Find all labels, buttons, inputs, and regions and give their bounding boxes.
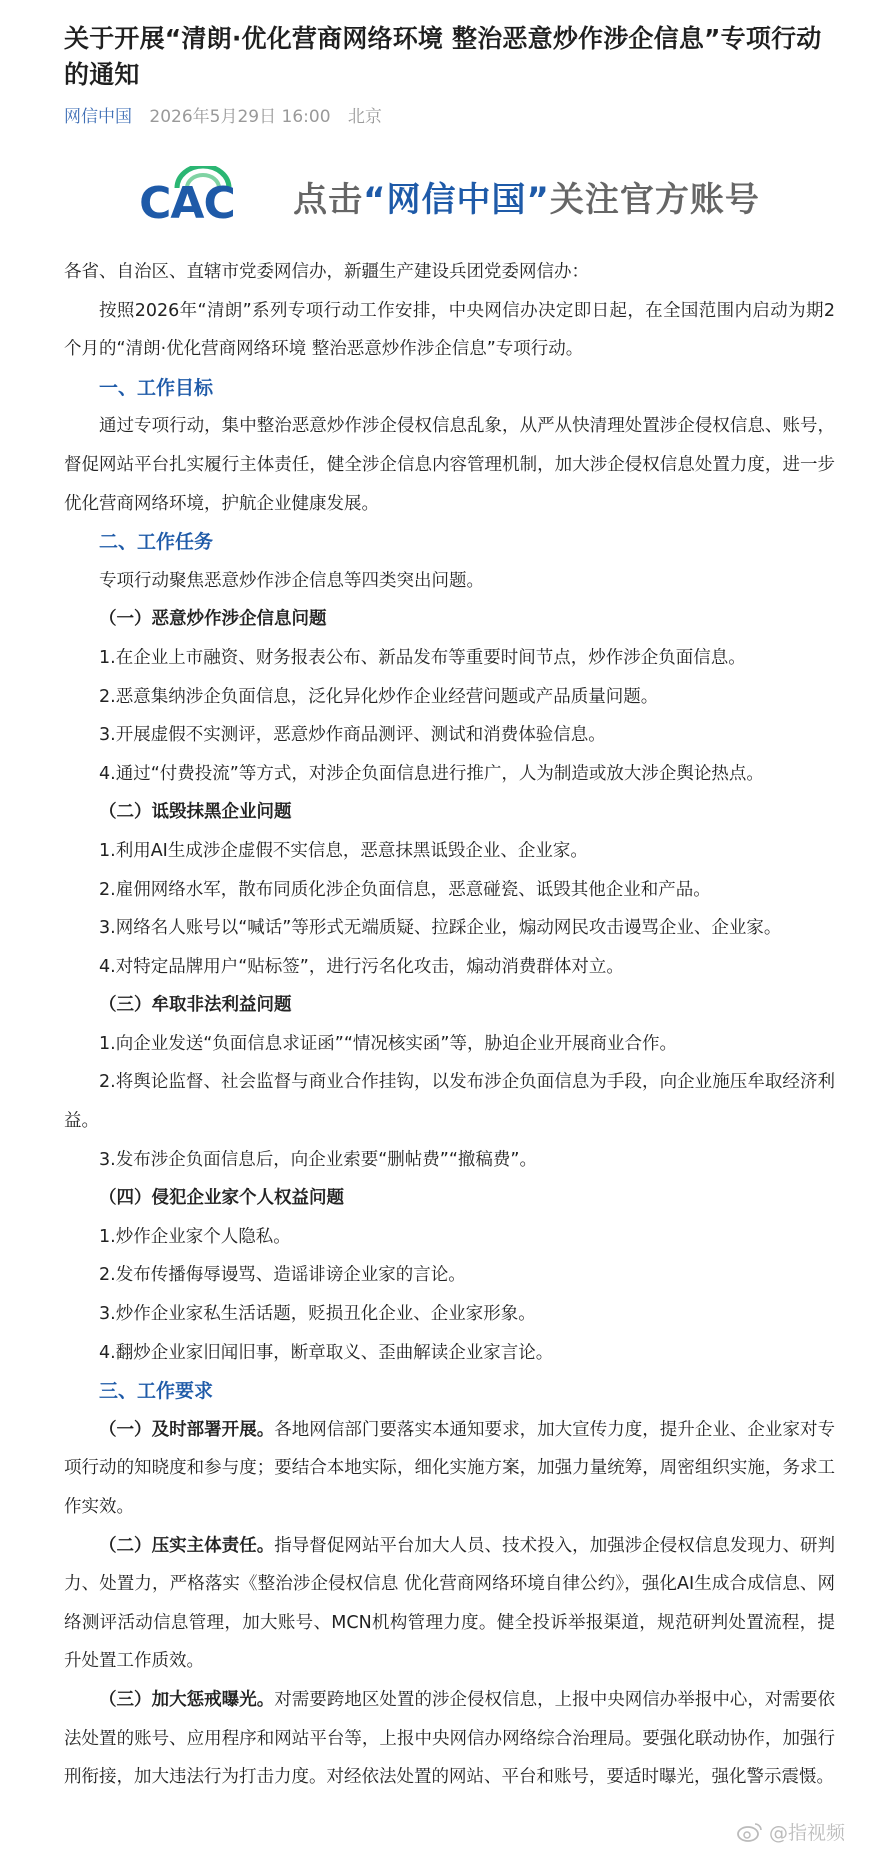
article-source-link[interactable]: 网信中国 — [64, 107, 132, 127]
list-item: 4.对特定品牌用户“贴标签”，进行污名化攻击，煽动消费群体对立。 — [99, 956, 624, 977]
weibo-icon — [737, 1822, 763, 1842]
list-item: 1.向企业发送“负面信息求证函”“情况核实函”等，胁迫企业开展商业合作。 — [99, 1033, 677, 1054]
article-meta — [64, 105, 835, 129]
list-item: 3.炒作企业家私生活话题，贬损丑化企业、企业家形象。 — [99, 1304, 536, 1325]
list-item: 1.利用AI生成涉企虚假不实信息，恶意抹黑诋毁企业、企业家。 — [99, 840, 588, 861]
article-body — [64, 253, 835, 1797]
banner-text-suffix: 关注官方账号 — [549, 179, 760, 220]
article-location: 北京 — [347, 107, 382, 127]
paragraph: 通过专项行动，集中整治恶意炒作涉企侵权信息乱象，从严从快清理处置涉企侵权信息、账号，督促网站平台扎实履行主体责任，健全涉企信息内容管理机制，加大涉企侵权信息处置力度，进一步优化营商网络环境，护航企业健康发展。 — [64, 416, 835, 514]
requirement-lead: （二）压实主体责任。 — [99, 1535, 275, 1556]
list-item: 2.雇佣网络水军，散布同质化涉企负面信息，恶意碰瓷、诋毁其他企业和产品。 — [99, 879, 711, 900]
cac-logo — [139, 166, 269, 229]
subsection-heading: （三）牟取非法利益问题 — [99, 995, 292, 1016]
article-title: 关于开展“清朗·优化营商网络环境 整治恶意炒作涉企信息”专项行动的通知 — [64, 24, 822, 89]
section-heading: 三、工作要求 — [99, 1380, 214, 1403]
list-item: 3.网络名人账号以“喊话”等形式无端质疑、拉踩企业，煽动网民攻击谩骂企业、企业家。 — [99, 918, 782, 939]
requirement-paragraph — [64, 1681, 835, 1797]
requirement-paragraph — [64, 1527, 835, 1681]
cac-logo-text: CAC — [139, 178, 235, 229]
list-item: 4.翻炒企业家旧闻旧事，断章取义、歪曲解读企业家言论。 — [99, 1342, 554, 1363]
banner-text — [293, 172, 760, 221]
section-heading: 二、工作任务 — [99, 531, 214, 554]
list-item: 1.在企业上市融资、财务报表公布、新品发布等重要时间节点，炒作涉企负面信息。 — [99, 647, 746, 668]
list-item: 3.发布涉企负面信息后，向企业索要“删帖费”“撤稿费”。 — [99, 1149, 537, 1170]
list-item: 2.将舆论监督、社会监督与商业合作挂钩，以发布涉企负面信息为手段，向企业施压牟取经济利益。 — [64, 1072, 835, 1132]
list-item: 2.发布传播侮辱谩骂、造谣诽谤企业家的言论。 — [99, 1265, 466, 1286]
list-item: 4.通过“付费投流”等方式，对涉企负面信息进行推广，人为制造或放大涉企舆论热点。 — [99, 763, 764, 784]
paragraph: 专项行动聚焦恶意炒作涉企信息等四类突出问题。 — [99, 570, 484, 591]
banner-text-prefix: 点击 — [293, 179, 364, 220]
subsection-heading: （四）侵犯企业家个人权益问题 — [99, 1188, 344, 1209]
intro-paragraph: 按照2026年“清朗”系列专项行动工作安排，中央网信办决定即日起，在全国范围内启动为期2个月的“清朗·优化营商网络环境 整治恶意炒作涉企信息”专项行动。 — [64, 300, 835, 360]
watermark-text: @指视频 — [768, 1822, 845, 1844]
list-item: 3.开展虚假不实测评，恶意炒作商品测评、测试和消费体验信息。 — [99, 725, 606, 746]
requirement-text: 指导督促网站平台加大人员、技术投入，加强涉企侵权信息发现力、研判力、处置力，严格落实《整治涉企侵权信息 优化营商网络环境自律公约》，强化AI生成合成信息、网络测评活动信息管理，加大账号、MCN机构管理力度。健全投诉举报渠道，规范研判处置流程，提升处置工作质效。 — [64, 1535, 836, 1672]
requirement-lead: （三）加大惩戒曝光。 — [99, 1689, 275, 1710]
section-heading: 一、工作目标 — [99, 376, 214, 399]
banner-text-highlight: “网信中国” — [363, 179, 550, 220]
requirement-lead: （一）及时部署开展。 — [99, 1419, 275, 1440]
watermark — [737, 1818, 845, 1845]
requirement-paragraph — [64, 1411, 835, 1527]
salutation: 各省、自治区、直辖市党委网信办，新疆生产建设兵团党委网信办： — [64, 262, 589, 282]
list-item: 2.恶意集纳涉企负面信息，泛化异化炒作企业经营问题或产品质量问题。 — [99, 686, 659, 707]
requirement-text: 各地网信部门要落实本通知要求，加大宣传力度，提升企业、企业家对专项行动的知晓度和参与度；要结合本地实际，细化实施方案，加强力量统筹，周密组织实施，务求工作实效。 — [64, 1419, 836, 1517]
follow-banner[interactable] — [64, 151, 835, 241]
subsection-heading: （二）诋毁抹黑企业问题 — [99, 802, 292, 823]
list-item: 1.炒作企业家个人隐私。 — [99, 1226, 291, 1247]
requirement-text: 对需要跨地区处置的涉企侵权信息，上报中央网信办举报中心，对需要依法处置的账号、应用程序和网站平台等，上报中央网信办网络综合治理局。要强化联动协作，加强行刑衔接，加大违法行为打击力度。对经依法处置的网站、平台和账号，要适时曝光，强化警示震慑。 — [64, 1689, 836, 1788]
article-date: 2026年5月29日 16:00 — [149, 107, 331, 127]
subsection-heading: （一）恶意炒作涉企信息问题 — [99, 609, 327, 630]
